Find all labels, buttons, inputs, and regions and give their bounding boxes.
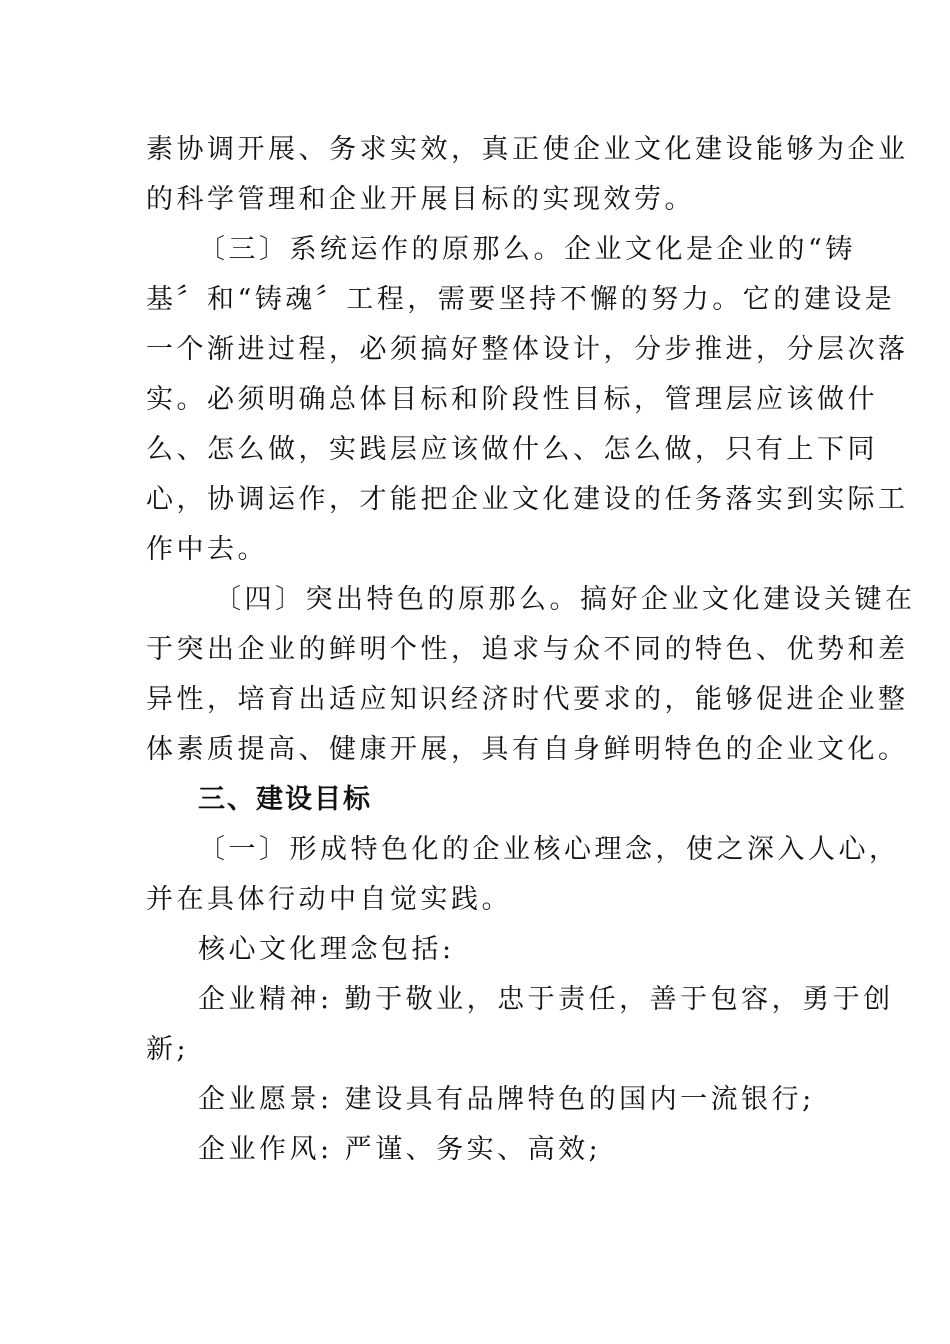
paragraph-line: 〔一〕形成特色化的企业核心理念，使之深入人心， xyxy=(198,834,900,865)
paragraph-line: 新; xyxy=(146,1034,190,1065)
paragraph-line: 企业愿景: 建设具有品牌特色的国内一流银行; xyxy=(198,1084,815,1115)
paragraph-line: 么、怎么做，实践层应该做什么、怎么做，只有上下同 xyxy=(146,434,878,465)
paragraph-line: 并在具体行动中自觉实践。 xyxy=(146,884,512,915)
paragraph-line: 企业作风: 严谨、务实、高效; xyxy=(198,1134,602,1165)
paragraph-line: 核心文化理念包括: xyxy=(198,934,455,965)
paragraph-line: 〔三〕系统运作的原那么。企业文化是企业的“铸 xyxy=(198,234,856,265)
paragraph-line: 一个渐进过程，必须搞好整体设计，分步推进，分层次落 xyxy=(146,334,909,365)
paragraph-line: 于突出企业的鲜明个性，追求与众不同的特色、优势和差 xyxy=(146,634,909,665)
paragraph-line: 体素质提高、健康开展，具有自身鲜明特色的企业文化。 xyxy=(146,734,909,765)
paragraph-line: 企业精神: 勤于敬业，忠于责任，善于包容，勇于创 xyxy=(198,984,894,1015)
paragraph-line: 心，协调运作，才能把企业文化建设的任务落实到实际工 xyxy=(146,484,909,515)
paragraph-line: 的科学管理和企业开展目标的实现效劳。 xyxy=(146,184,695,215)
paragraph-line: 作中去。 xyxy=(146,534,268,565)
paragraph-line: 实。必须明确总体目标和阶段性目标，管理层应该做什 xyxy=(146,384,878,415)
paragraph-line: 〔四〕突出特色的原那么。搞好企业文化建设关键在 xyxy=(214,584,916,615)
paragraph-line: 异性，培育出适应知识经济时代要求的，能够促进企业整 xyxy=(146,684,909,715)
section-heading: 三、建设目标 xyxy=(198,784,372,815)
paragraph-line: 素协调开展、务求实效，真正使企业文化建设能够为企业 xyxy=(146,134,909,165)
paragraph-line: 基〞和“铸魂〞工程，需要坚持不懈的努力。它的建设是 xyxy=(146,284,896,315)
